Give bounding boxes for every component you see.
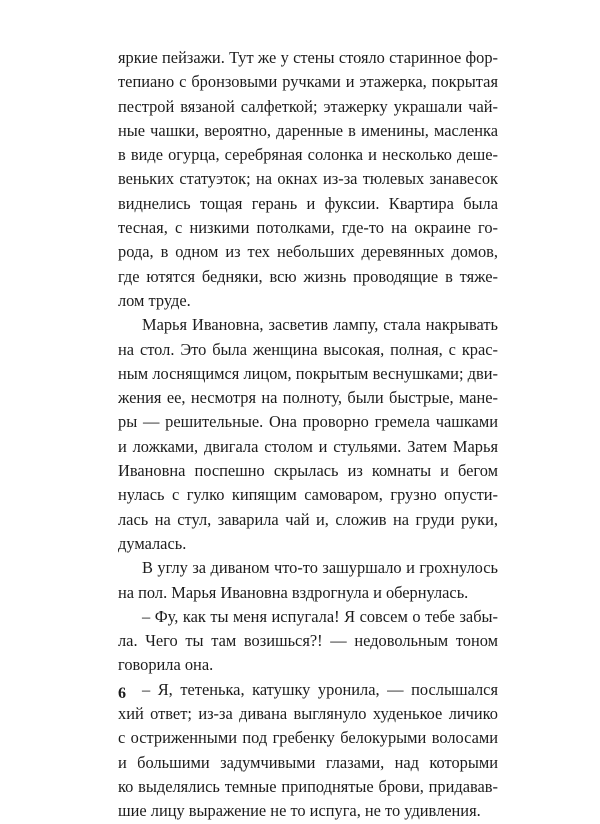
text-line: на пол. Марья Ивановна вздрогнула и обернулась. xyxy=(118,582,469,602)
text-line: где ютятся бедняки, всю жизнь проводящие в тяже- xyxy=(118,266,498,286)
text-line: лась на стул, заварила чай и, сложив на груди руки, xyxy=(118,509,498,529)
text-line: яркие пейзажи. Тут же у стены стояло старинное фор- xyxy=(118,48,498,67)
text-line: и большими задумчивыми глазами, над которыми xyxy=(118,752,498,772)
text-line: ко выделялись темные приподнятые брови, придавав- xyxy=(118,776,498,796)
text-line: жения ее, несмотря на полноту, были быстрые, мане- xyxy=(118,388,498,408)
text-line: хий ответ; из-за дивана выглянуло худенькое личико xyxy=(118,704,498,724)
text-line: виднелись тощая герань и фуксии. Квартира была xyxy=(118,193,498,213)
paragraph xyxy=(118,605,498,678)
text-line: ла. Чего ты там возишься?! — недовольным тоном xyxy=(118,631,498,651)
paragraph xyxy=(118,556,498,605)
paragraph xyxy=(118,46,498,313)
page-number: 6 xyxy=(118,685,126,702)
text-line: ным лоснящимся лицом, покрытым веснушками; дви- xyxy=(118,363,498,383)
text-line: Ивановна поспешно скрылась из комнаты и бегом xyxy=(118,461,498,481)
text-line: лом труде. xyxy=(118,290,191,310)
text-line: рода, в одном из тех небольших деревянных домов, xyxy=(118,242,498,262)
text-line: тепиано с бронзовыми ручками и этажерка, покрытая xyxy=(118,72,498,92)
text-line: с остриженными под гребенку белокурыми волосами xyxy=(118,728,498,748)
text-line: в виде огурца, серебряная солонка и несколько деше- xyxy=(118,145,498,165)
text-line: шие лицу выражение не то испуга, не то удивления. xyxy=(118,801,481,821)
text-line: нулась с гулко кипящим самоваром, грузно опусти- xyxy=(118,485,498,505)
paragraph xyxy=(118,313,498,556)
text-line: думалась. xyxy=(118,533,187,553)
paragraph xyxy=(118,678,498,824)
page-text xyxy=(118,46,498,824)
text-line: Марья Ивановна, засветив лампу, стала накрывать xyxy=(142,315,498,335)
text-line: ры — решительные. Она проворно гремела чашками xyxy=(118,412,498,432)
text-line: на стол. Это была женщина высокая, полная, с крас- xyxy=(118,339,498,359)
text-line: – Фу, как ты меня испугала! Я совсем о тебе забы- xyxy=(142,606,498,626)
text-line: – Я, тетенька, катушку уронила, — послышался xyxy=(142,679,498,699)
text-line: В углу за диваном что-то зашуршало и грохнулось xyxy=(142,558,498,578)
text-line: тесная, с низкими потолками, где-то на окраине го- xyxy=(118,218,498,238)
text-line: веньких статуэток; на окнах из-за тюлевых занавесок xyxy=(118,169,498,189)
text-line: говорила она. xyxy=(118,655,214,675)
text-line: и ложками, двигала столом и стульями. Затем Марья xyxy=(118,436,498,456)
text-line: ные чашки, вероятно, даренные в именины, масленка xyxy=(118,120,498,140)
text-line: пестрой вязаной салфеткой; этажерку украшали чай- xyxy=(118,96,498,116)
